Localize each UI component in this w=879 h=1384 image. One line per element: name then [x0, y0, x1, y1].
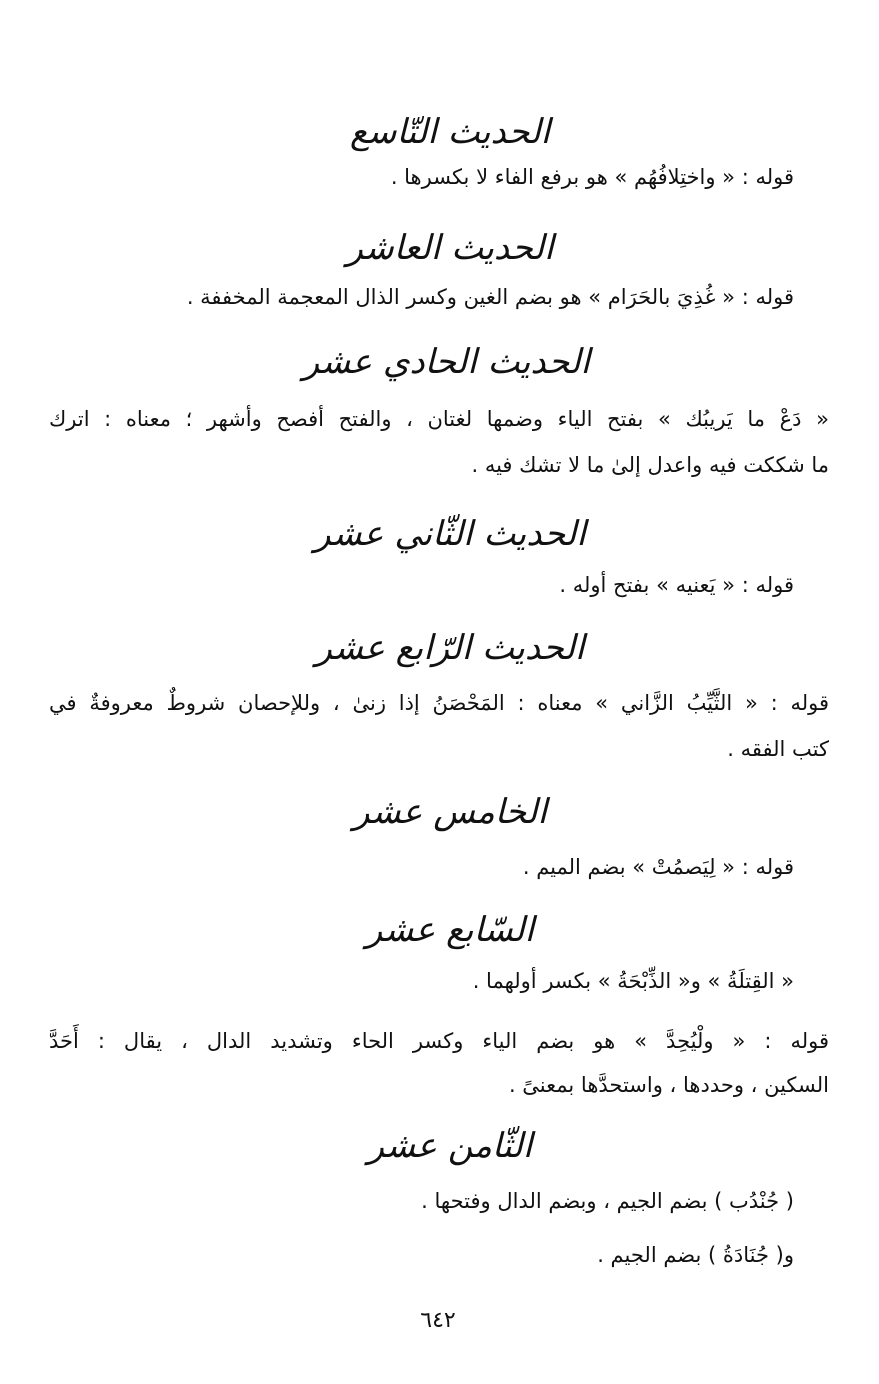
section-14-line-1: قوله : « الثَّيِّبُ الزَّاني » معناه : المَحْصَنُ إذا زنىٰ ، وللإحصان شروطٌ معروفةٌ في: [49, 691, 829, 715]
section-heading-14: الحديث الرّابع عشر: [315, 628, 585, 668]
section-heading-18: الثّامن عشر: [367, 1126, 533, 1166]
section-9-line-1: قوله : « واختِلافُهُم » هو برفع الفاء لا بكسرها .: [390, 165, 794, 189]
section-heading-11: الحديث الحادي عشر: [302, 342, 590, 382]
section-17-line-2: قوله : « ولْيُحِدَّ » هو بضم الياء وكسر الحاء وتشديد الدال ، يقال : أَحَدَّ: [49, 1029, 829, 1053]
section-heading-9: الحديث التّاسع: [349, 112, 551, 152]
section-heading-15: الخامس عشر: [353, 792, 547, 832]
page-number: ٦٤٢: [420, 1308, 456, 1333]
section-heading-12: الحديث الثّاني عشر: [314, 514, 586, 554]
section-heading-17: السّابع عشر: [365, 910, 535, 950]
section-17-line-1: « القِتلَةُ » و« الذِّبْحَةُ » بكسر أولهما .: [472, 969, 794, 993]
section-11-line-2: ما شككت فيه واعدل إلىٰ ما لا تشك فيه .: [471, 453, 829, 477]
section-12-line-1: قوله : « يَعنيه » بفتح أوله .: [559, 573, 794, 597]
section-14-line-2: كتب الفقه .: [727, 737, 829, 761]
section-18-line-2: و( جُنَادَةُ ) بضم الجيم .: [597, 1243, 794, 1267]
section-15-line-1: قوله : « لِيَصمُتْ » بضم الميم .: [522, 855, 794, 879]
section-heading-10: الحديث العاشر: [346, 228, 554, 268]
section-17-line-3: السكين ، وحددها ، واستحدَّها بمعنىً .: [508, 1073, 829, 1097]
section-18-line-1: ( جُنْدُب ) بضم الجيم ، وبضم الدال وفتحها .: [421, 1189, 794, 1213]
section-10-line-1: قوله : « غُذِيَ بالحَرَام » هو بضم الغين وكسر الذال المعجمة المخففة .: [186, 285, 794, 309]
section-11-line-1: « دَعْ ما يَريبُك » بفتح الياء وضمها لغتان ، والفتح أفصح وأشهر ؛ معناه : اترك: [49, 407, 829, 431]
